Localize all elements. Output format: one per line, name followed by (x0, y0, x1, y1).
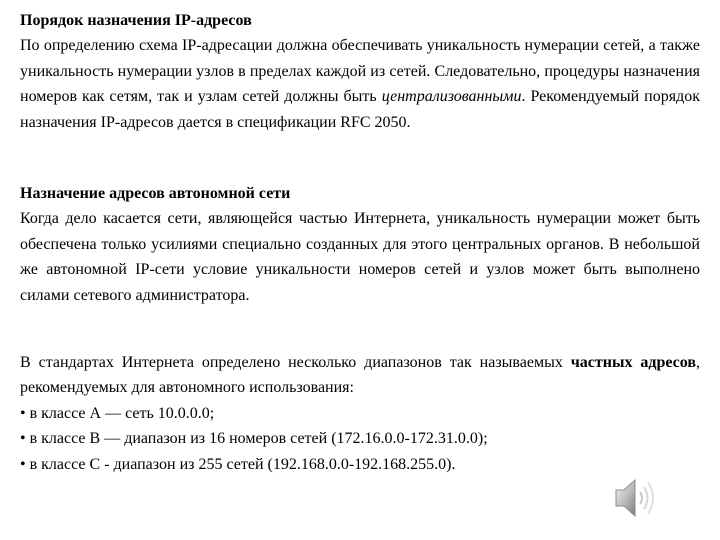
speaker-icon[interactable] (602, 470, 658, 526)
paragraph-text: . Рекомендуемый порядок назначения IP-адресов дается в спецификации RFC 2050. (20, 88, 701, 131)
section-heading: Назначение адресов автономной сети (20, 185, 291, 202)
paragraph: Когда дело касается сети, являющейся частью Интернета, уникальность нумерации может быть обеспечена только усилиями специально созданных для этого центральных органов. В небольшой же автономной IP-сети условие уникальности номеров сетей и узлов может быть выполнено силами сетевого администратора. (20, 210, 700, 304)
section-heading: Порядок назначения IP-адресов (20, 12, 252, 29)
bold-term: частных адресов (570, 354, 696, 371)
list-item: • в классе С - диапазон из 255 сетей (192.168.0.0-192.168.255.0). (20, 455, 456, 473)
list-item: • в классе А — сеть 10.0.0.0; (20, 404, 215, 422)
paragraph (20, 350, 700, 401)
section-address-assignment (20, 8, 700, 135)
section-private-addresses (20, 350, 700, 477)
emphasis-text: централизованными (381, 88, 522, 106)
paragraph-text: , рекомендуемых для автономного использования: (20, 354, 700, 397)
section-autonomous-network (20, 181, 700, 308)
paragraph-text: По определению схема IP-адресации должна обеспечивать уникальность нумерации сетей, а также уникальность нумерации узлов в пределах каждой из сетей. Следовательно, процедуры назначения номеров как сетям, так и узлам сетей должны быть (20, 37, 700, 106)
speaker-icon-graphic (602, 470, 658, 526)
paragraph-text: В стандартах Интернета определено несколько диапазонов так называемых (20, 354, 571, 371)
paragraph (20, 33, 700, 135)
list-item: • в классе В — диапазон из 16 номеров сетей (172.16.0.0-172.31.0.0); (20, 430, 488, 448)
